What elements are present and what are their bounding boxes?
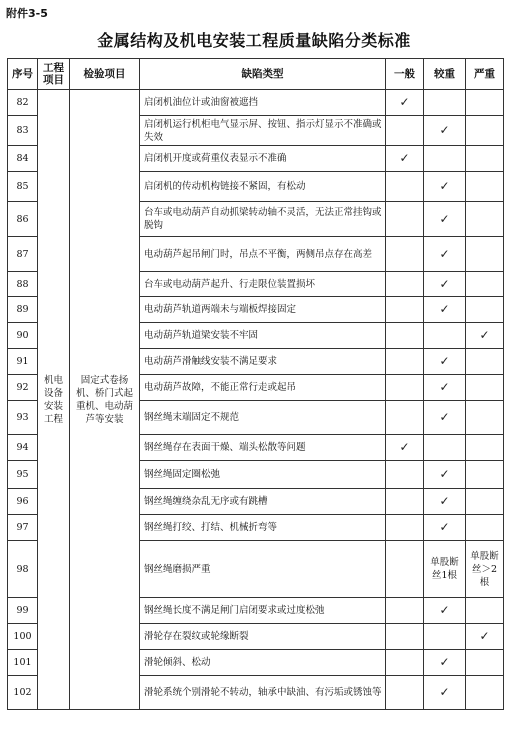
row-number: 98 [8,541,38,598]
general-cell [386,297,424,323]
check-mark-icon: ✓ [424,676,466,710]
defect-type-cell: 滑轮存在裂纹或轮缘断裂 [140,624,386,650]
row-number: 99 [8,598,38,624]
check-mark-icon: ✓ [424,598,466,624]
page-title: 金属结构及机电安装工程质量缺陷分类标准 [97,31,411,50]
row-number: 101 [8,650,38,676]
major-cell [424,146,466,172]
row-number: 90 [8,323,38,349]
defect-type-cell: 电动葫芦轨道梁安装不牢固 [140,323,386,349]
severe-cell [466,598,504,624]
severe-cell [466,435,504,461]
row-number: 82 [8,90,38,116]
defect-table [7,58,504,710]
severe-cell [466,375,504,401]
defect-type-cell: 滑轮倾斜、松动 [140,650,386,676]
major-cell [424,624,466,650]
header-general: 一般 [386,59,424,90]
general-cell [386,237,424,272]
row-number: 87 [8,237,38,272]
severe-cell [466,116,504,146]
severe-cell [466,650,504,676]
check-mark-icon: ✓ [424,650,466,676]
inspection-item-cell: 固定式卷扬机、桥门式起重机、电动葫芦等安装 [70,90,140,710]
general-cell [386,272,424,297]
row-number: 85 [8,172,38,202]
check-mark-icon: ✓ [424,202,466,237]
defect-type-cell: 台车或电动葫芦起升、行走限位装置损坏 [140,272,386,297]
general-cell [386,172,424,202]
row-number: 102 [8,676,38,710]
row-number: 88 [8,272,38,297]
defect-type-cell: 启闭机运行机柜电气显示屏、按钮、指示灯显示不准确或失效 [140,116,386,146]
header-major: 较重 [424,59,466,90]
header-no: 序号 [8,59,38,90]
major-cell [424,435,466,461]
severe-cell [466,172,504,202]
check-mark-icon: ✓ [424,375,466,401]
check-mark-icon: ✓ [424,349,466,375]
check-mark-icon: ✓ [466,624,504,650]
general-cell [386,375,424,401]
row-number: 84 [8,146,38,172]
row-number: 94 [8,435,38,461]
check-mark-icon: ✓ [386,435,424,461]
project-name-cell: 机电设备安装工程 [38,90,70,710]
row-number: 97 [8,515,38,541]
row-number: 91 [8,349,38,375]
major-cell: 单股断丝1根 [424,541,466,598]
row-number: 86 [8,202,38,237]
check-mark-icon: ✓ [424,461,466,489]
general-cell [386,349,424,375]
defect-type-cell: 钢丝绳末端固定不规范 [140,401,386,435]
general-cell [386,624,424,650]
defect-type-cell: 滑轮系统个别滑轮不转动，轴承中缺油、有污垢或锈蚀等 [140,676,386,710]
severe-cell [466,461,504,489]
general-cell [386,598,424,624]
defect-type-cell: 台车或电动葫芦自动抓梁转动轴不灵活，无法正常挂钩或脱钩 [140,202,386,237]
defect-type-cell: 钢丝绳缠绕杂乱无序或有跳槽 [140,489,386,515]
check-mark-icon: ✓ [424,297,466,323]
row-number: 95 [8,461,38,489]
general-cell [386,461,424,489]
defect-type-cell: 电动葫芦故障，不能正常行走或起吊 [140,375,386,401]
general-cell [386,676,424,710]
severe-cell [466,489,504,515]
severe-cell [466,297,504,323]
general-cell [386,116,424,146]
general-cell [386,202,424,237]
defect-type-cell: 启闭机的传动机构链接不紧固，有松动 [140,172,386,202]
header-inspection: 检验项目 [70,59,140,90]
table-header-row [8,59,504,90]
header-defect: 缺陷类型 [140,59,386,90]
defect-type-cell: 电动葫芦滑触线安装不满足要求 [140,349,386,375]
general-cell [386,541,424,598]
check-mark-icon: ✓ [386,146,424,172]
row-number: 89 [8,297,38,323]
severe-cell [466,515,504,541]
major-cell [424,323,466,349]
table-body [8,90,504,710]
defect-type-cell: 钢丝绳打绞、打结、机械折弯等 [140,515,386,541]
general-cell [386,401,424,435]
row-number: 92 [8,375,38,401]
severe-cell [466,237,504,272]
defect-type-cell: 启闭机油位计或油窗被遮挡 [140,90,386,116]
severe-cell [466,90,504,116]
general-cell [386,489,424,515]
row-number: 93 [8,401,38,435]
check-mark-icon: ✓ [424,172,466,202]
severe-cell [466,272,504,297]
severe-cell [466,349,504,375]
check-mark-icon: ✓ [424,401,466,435]
check-mark-icon: ✓ [424,237,466,272]
check-mark-icon: ✓ [386,90,424,116]
table-row [8,90,504,116]
row-number: 96 [8,489,38,515]
severe-cell [466,146,504,172]
general-cell [386,515,424,541]
header-severe: 严重 [466,59,504,90]
row-number: 100 [8,624,38,650]
attachment-label: 附件3-5 [6,7,48,20]
check-mark-icon: ✓ [424,515,466,541]
defect-type-cell: 钢丝绳长度不满足闸门启闭要求或过度松弛 [140,598,386,624]
row-number: 83 [8,116,38,146]
major-cell [424,90,466,116]
defect-type-cell: 钢丝绳存在表面干燥、端头松散等问题 [140,435,386,461]
defect-type-cell: 电动葫芦起吊闸门时，吊点不平衡，两侧吊点存在高差 [140,237,386,272]
header-project: 工程项目 [38,59,70,90]
check-mark-icon: ✓ [466,323,504,349]
severe-cell [466,401,504,435]
severe-cell: 单股断丝＞2根 [466,541,504,598]
defect-type-cell: 启闭机开度或荷重仪表显示不准确 [140,146,386,172]
defect-type-cell: 钢丝绳磨损严重 [140,541,386,598]
general-cell [386,323,424,349]
check-mark-icon: ✓ [424,116,466,146]
check-mark-icon: ✓ [424,489,466,515]
general-cell [386,650,424,676]
check-mark-icon: ✓ [424,272,466,297]
defect-type-cell: 钢丝绳固定圈松弛 [140,461,386,489]
severe-cell [466,202,504,237]
defect-type-cell: 电动葫芦轨道两端未与端板焊接固定 [140,297,386,323]
severe-cell [466,676,504,710]
